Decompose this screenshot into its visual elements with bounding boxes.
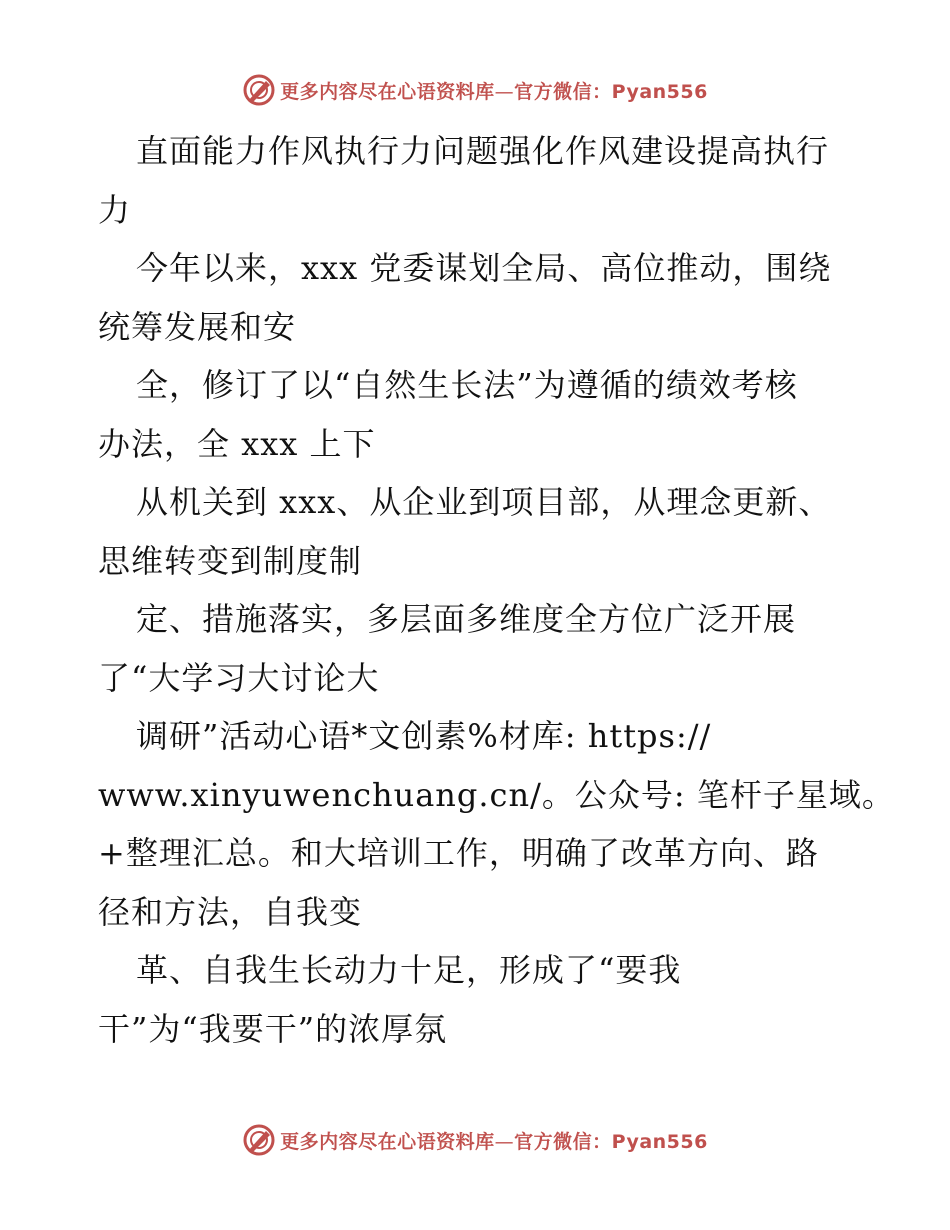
header-banner-title: 更多内容尽在心语资料库: [280, 80, 495, 103]
paragraph-line: 统筹发展和安: [98, 307, 297, 346]
header-banner-wechat-label: 官方微信：: [514, 80, 612, 103]
paragraph-line: 干”为“我要干”的浓厚氛: [98, 1009, 448, 1048]
paragraph-line: +整理汇总。和大培训工作，明确了改革方向、路: [98, 834, 819, 872]
paragraph-line: 革、自我生长动力十足，形成了“要我: [136, 951, 682, 989]
header-banner-dash: —: [494, 80, 515, 103]
header-banner-text: [280, 77, 708, 104]
paragraph-line: 了“大学习大讨论大: [98, 658, 380, 697]
header-banner: [0, 72, 950, 108]
paragraph-line: 调研”活动心语*文创素%材库: https://: [136, 717, 712, 755]
paragraph-line: 办法，全 xxx 上下: [98, 424, 376, 463]
header-banner-wechat-id: Pyan556: [611, 80, 708, 103]
footer-banner-dash: —: [494, 1130, 515, 1153]
pen-logo-icon: [242, 1123, 276, 1157]
footer-banner-wechat-label: 官方微信：: [514, 1130, 612, 1153]
paragraph-line: 定、措施落实，多层面多维度全方位广泛开展: [136, 600, 797, 638]
document-title-line-2: 力: [98, 190, 132, 229]
paragraph-line: 径和方法，自我变: [98, 892, 363, 931]
document-body: [98, 122, 895, 1058]
footer-banner-wechat-id: Pyan556: [611, 1130, 708, 1153]
pen-logo-icon: [242, 73, 276, 107]
footer-banner-text: [280, 1127, 708, 1154]
footer-banner: [0, 1122, 950, 1158]
paragraph-line: 今年以来，xxx 党委谋划全局、高位推动，围绕: [136, 249, 832, 287]
paragraph-line: www.xinyuwenchuang.cn/。公众号: 笔杆子星域。: [98, 775, 895, 814]
paragraph-line: 思维转变到制度制: [98, 541, 363, 580]
paragraph-line: 全，修订了以“自然生长法”为遵循的绩效考核: [136, 366, 798, 404]
paragraph-line: 从机关到 xxx、从企业到项目部，从理念更新、: [136, 483, 832, 521]
footer-banner-title: 更多内容尽在心语资料库: [280, 1130, 495, 1153]
document-title-line-1: 直面能力作风执行力问题强化作风建设提高执行: [136, 132, 830, 170]
